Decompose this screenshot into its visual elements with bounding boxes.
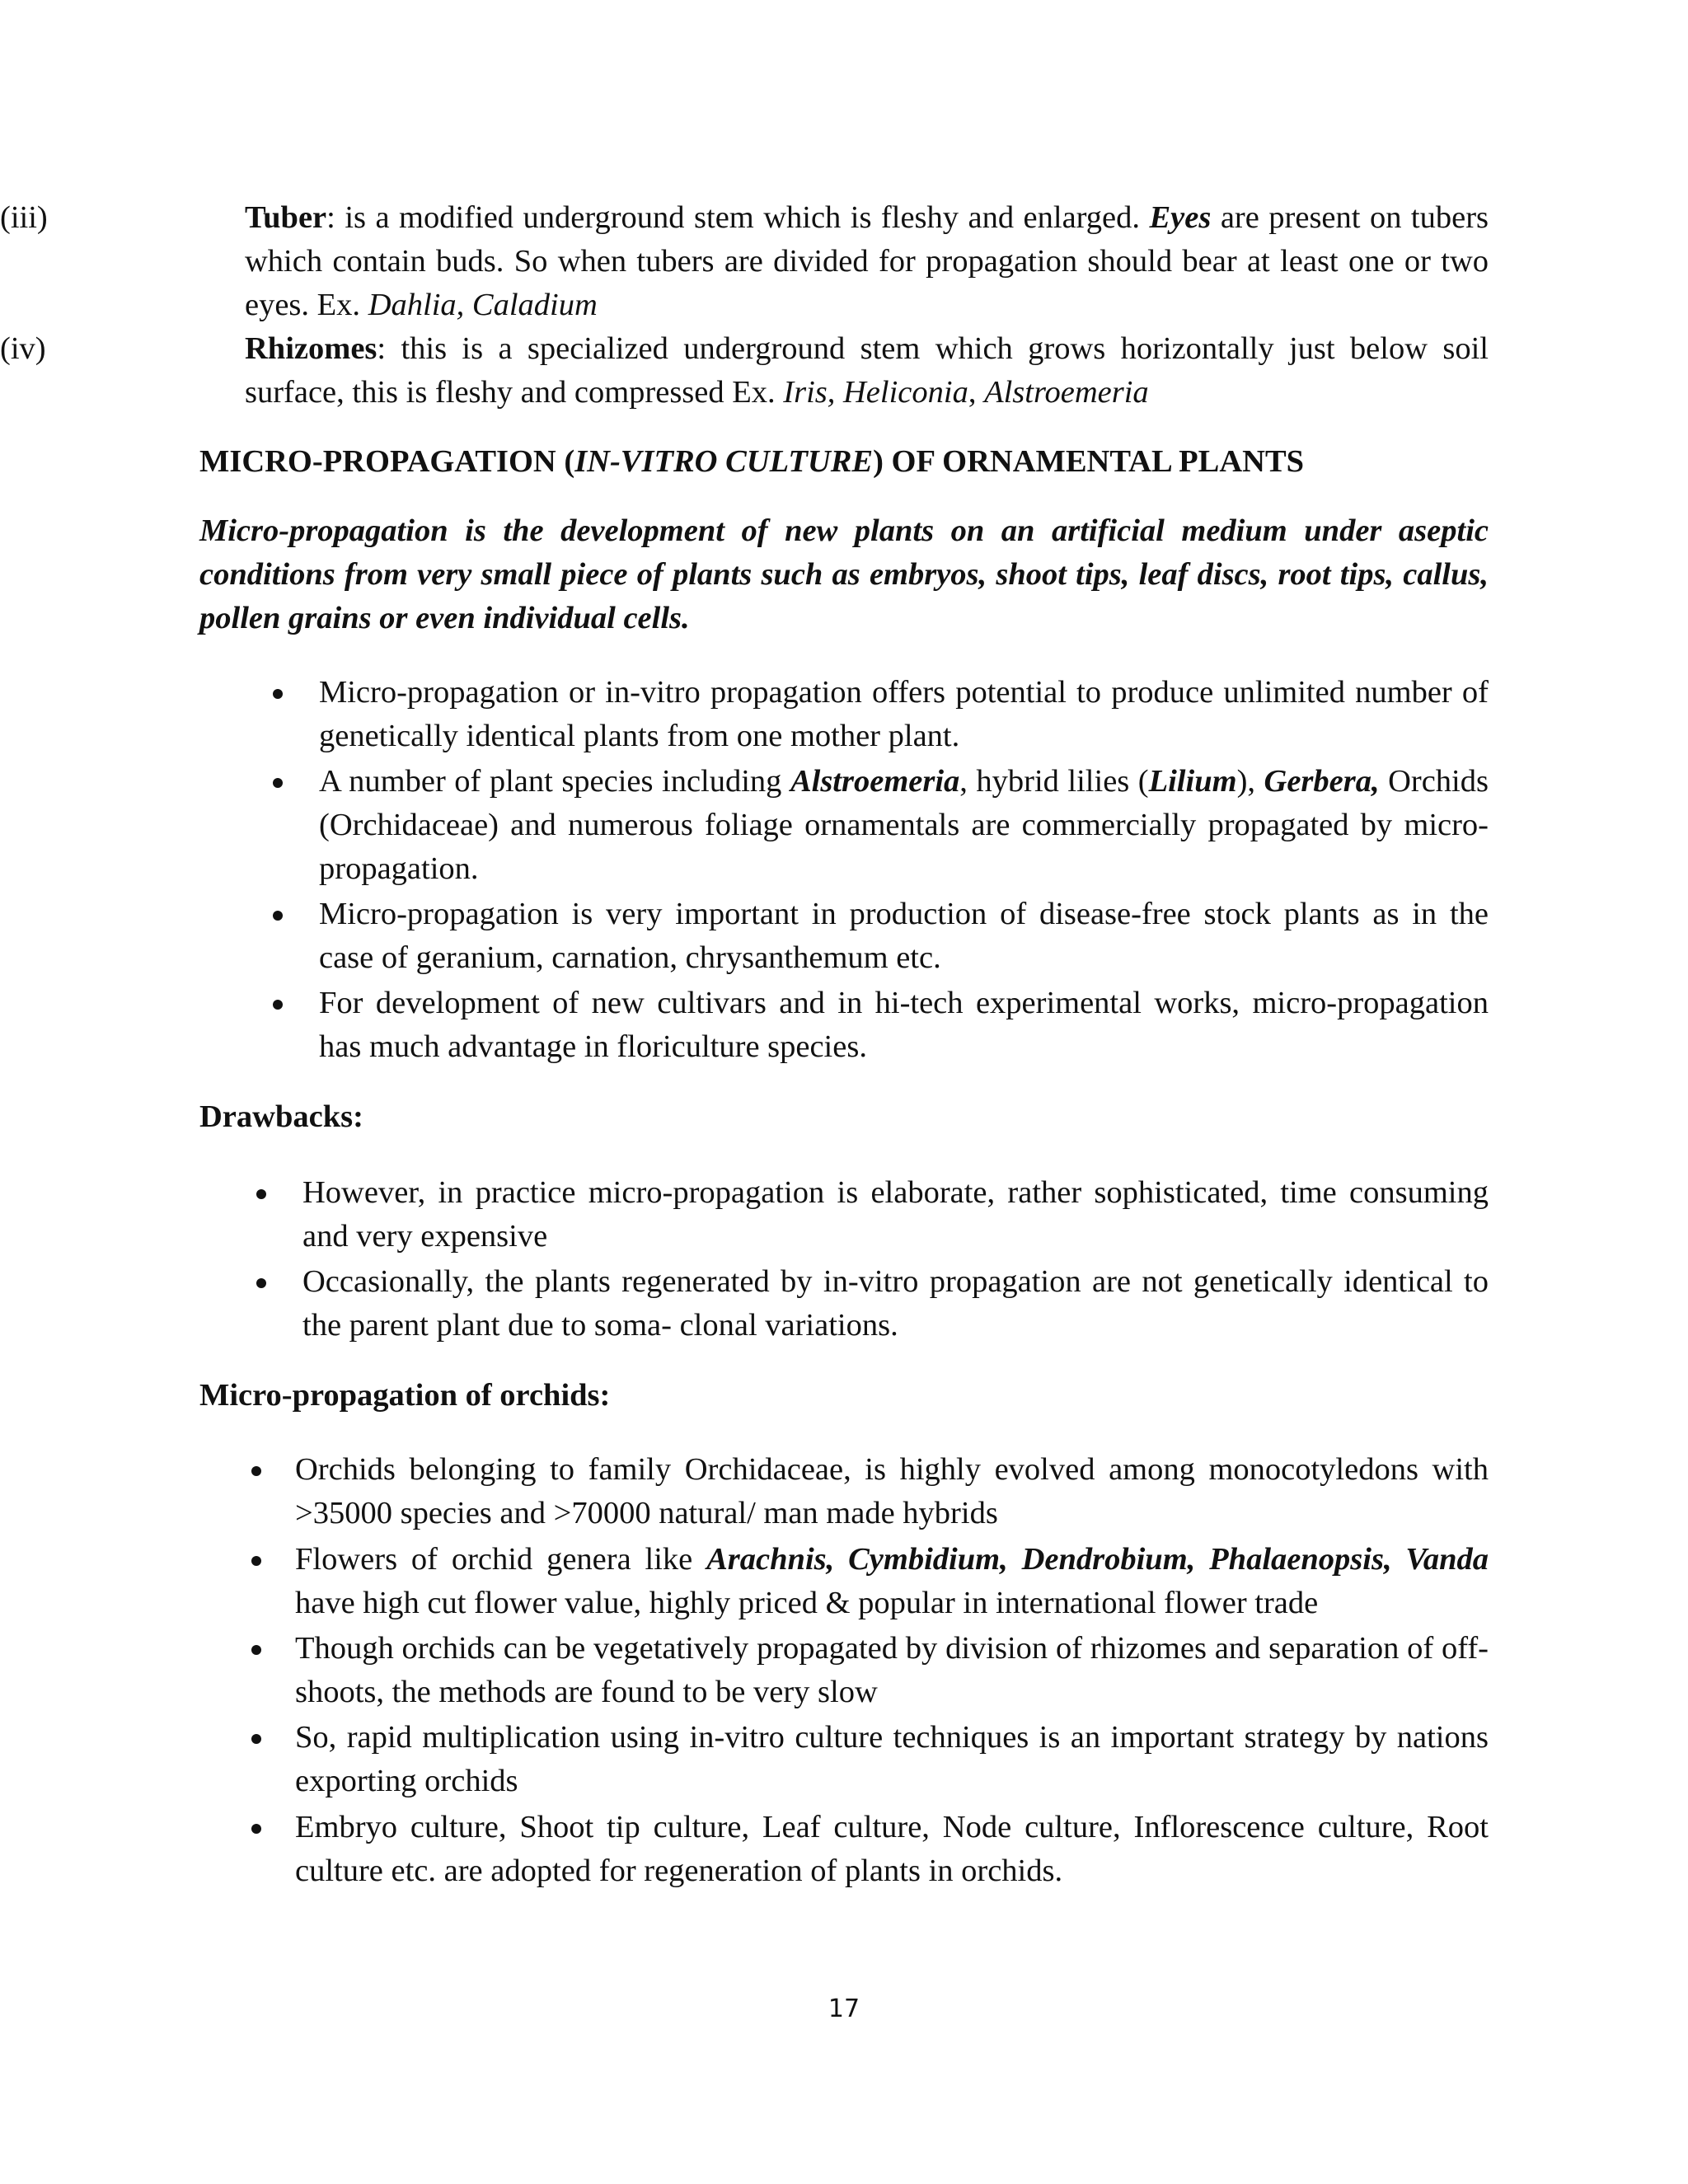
eyes-term: Eyes: [1149, 200, 1212, 235]
page-number: 17: [828, 1994, 860, 2023]
bullet-icon: [273, 1000, 283, 1010]
bullet-icon: [273, 778, 283, 788]
list-item: A number of plant species including Alstroemeria, hybrid lilies (Lilium), Gerbera, Orchids (Orchidaceae) and numerous foliage ornamentals are commercially propagated by micro-propagation.: [319, 760, 1489, 891]
bullet-icon: [251, 1466, 261, 1476]
list-item: For development of new cultivars and in hi-tech experimental works, micro-propagation has much advantage in floriculture species.: [319, 982, 1489, 1069]
rhizome-example-alstroemeria: Alstroemeria: [984, 375, 1149, 410]
tuber-examples: Dahlia, Caladium: [368, 288, 598, 322]
rhizome-examples: Iris, Heliconia: [783, 375, 968, 410]
list-item: Though orchids can be vegetatively propagated by division of rhizomes and separation of off-shoots, the methods are found to be very slow: [295, 1627, 1489, 1714]
list-item: Occasionally, the plants regenerated by in-vitro propagation are not genetically identical to the parent plant due to soma- clonal variations.: [302, 1260, 1489, 1347]
list-item: However, in practice micro-propagation is elaborate, rather sophisticated, time consuming and very expensive: [302, 1171, 1489, 1258]
bullet-icon: [251, 1645, 261, 1655]
bullet-icon: [251, 1824, 261, 1834]
list-item: Micro-propagation is very important in production of disease-free stock plants as in the case of geranium, carnation, chrysanthemum etc.: [319, 893, 1489, 980]
orchids-heading: Micro-propagation of orchids:: [199, 1378, 611, 1413]
definition-paragraph: Micro-propagation is the development of new plants on an artificial medium under aseptic conditions from very small piece of plants such as embryos, shoot tips, leaf discs, root tips, callus, pollen grains or even individual cells.: [199, 513, 1489, 635]
bullet-icon: [273, 911, 283, 921]
list-item: Embryo culture, Shoot tip culture, Leaf culture, Node culture, Inflorescence culture, Root culture etc. are adopted for regeneration of plants in orchids.: [295, 1806, 1489, 1893]
bullet-icon: [256, 1278, 266, 1288]
section-heading-micro-propagation: MICRO-PROPAGATION (IN-VITRO CULTURE) OF ORNAMENTAL PLANTS: [199, 444, 1305, 479]
tuber-term: Tuber: [245, 200, 327, 235]
bullet-icon: [273, 689, 283, 699]
bullet-icon: [251, 1556, 261, 1566]
tuber-item: (iii) Tuber: is a modified underground stem which is fleshy and enlarged. Eyes are present on tubers which contain buds. So when tubers are divided for propagation should bear at least one or two eyes. Ex. Dahlia, Caladium: [0, 200, 1489, 322]
rhizomes-term: Rhizomes: [245, 331, 377, 366]
list-item: Flowers of orchid genera like Arachnis, Cymbidium, Dendrobium, Phalaenopsis, Vanda have high cut flower value, highly priced & popular in international flower trade: [295, 1538, 1489, 1625]
bullet-icon: [251, 1734, 261, 1744]
list-item: So, rapid multiplication using in-vitro culture techniques is an important strategy by nations exporting orchids: [295, 1716, 1489, 1803]
drawbacks-heading: Drawbacks:: [199, 1099, 363, 1134]
list-item: Micro-propagation or in-vitro propagation offers potential to produce unlimited number of genetically identical plants from one mother plant.: [319, 671, 1489, 758]
bullet-icon: [256, 1189, 266, 1199]
rhizomes-item: (iv) Rhizomes: this is a specialized underground stem which grows horizontally just below soil surface, this is fleshy and compressed Ex. Iris, Heliconia, Alstroemeria: [0, 331, 1489, 410]
orchid-genera: Arachnis, Cymbidium, Dendrobium, Phalaenopsis, Vanda: [706, 1542, 1489, 1577]
list-item: Orchids belonging to family Orchidaceae, is highly evolved among monocotyledons with >35000 species and >70000 natural/ man made hybrids: [295, 1448, 1489, 1535]
